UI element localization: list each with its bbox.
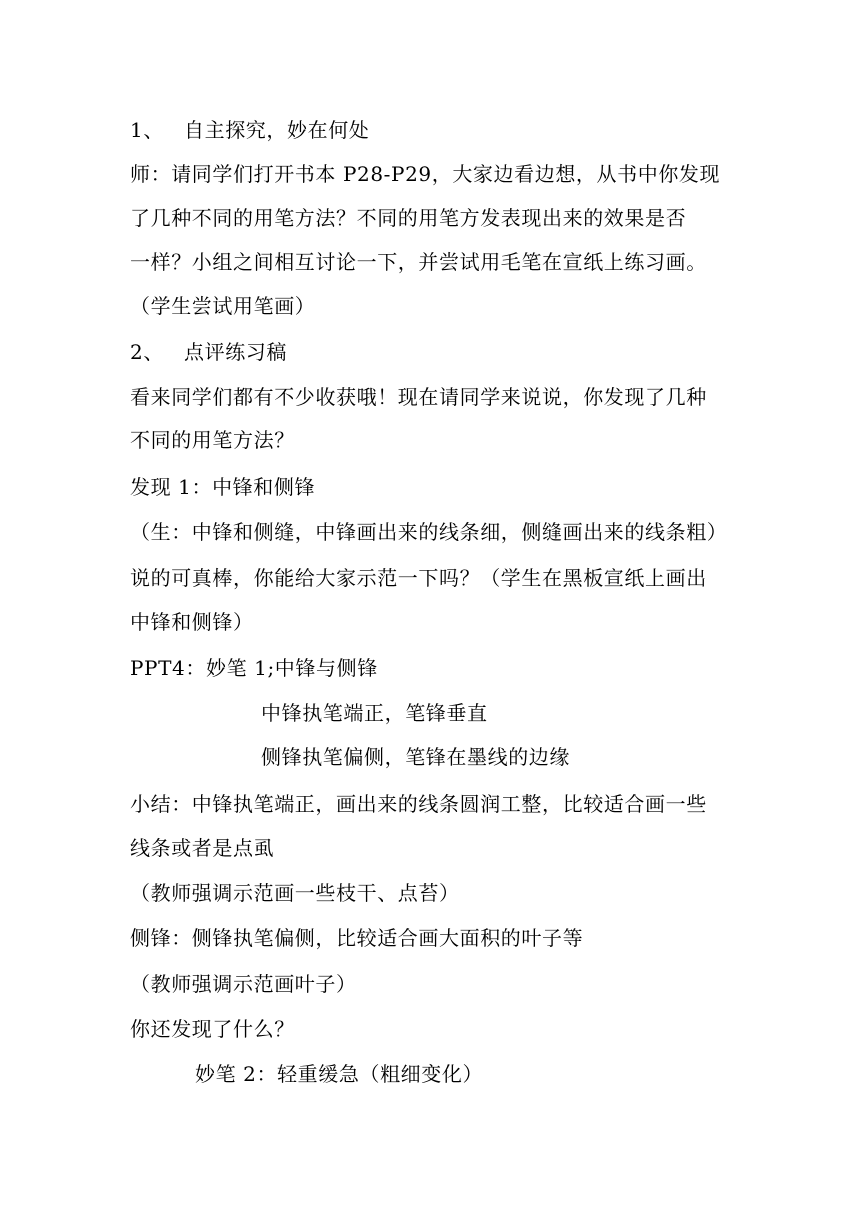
paragraph-line: 了几种不同的用笔方法？不同的用笔方发表现出来的效果是否 <box>130 206 687 230</box>
section-number: 1、 <box>130 118 164 142</box>
section-heading-1 <box>130 117 369 143</box>
indented-line: 中锋执笔端正，笔锋垂直 <box>261 701 488 725</box>
indented-line: 侧锋执笔偏侧，笔锋在墨线的边缘 <box>261 745 570 769</box>
indented-line: 妙笔 2：轻重缓急（粗细变化） <box>195 1062 484 1086</box>
paragraph-line: 中锋和侧锋） <box>130 610 254 634</box>
paragraph-line: 不同的用笔方法？ <box>130 428 295 452</box>
paragraph-line: 师：请同学们打开书本 P28-P29，大家边看边想，从书中你发现 <box>130 162 721 186</box>
paragraph-line: 发现 1：中锋和侧锋 <box>130 475 316 499</box>
paragraph-line: 说的可真棒，你能给大家示范一下吗？（学生在黑板宣纸上画出 <box>130 566 707 590</box>
section-number: 2、 <box>130 340 164 364</box>
section-heading-2 <box>130 339 287 365</box>
paragraph-line: 一样？小组之间相互讨论一下，并尝试用毛笔在宣纸上练习画。 <box>130 250 707 274</box>
paragraph-line: 小结：中锋执笔端正，画出来的线条圆润工整，比较适合画一些 <box>130 792 707 816</box>
paragraph-line: （教师强调示范画叶子） <box>130 972 357 996</box>
paragraph-line: 线条或者是点虱 <box>130 836 275 860</box>
paragraph-line: 看来同学们都有不少收获哦！现在请同学来说说，你发现了几种 <box>130 385 707 409</box>
section-title: 自主探究，妙在何处 <box>184 118 370 142</box>
paragraph-line: 侧锋：侧锋执笔偏侧，比较适合画大面积的叶子等 <box>130 926 584 950</box>
paragraph-line: （教师强调示范画一些枝干、点苔） <box>130 881 460 905</box>
section-title: 点评练习稿 <box>184 340 287 364</box>
paragraph-line: （学生尝试用笔画） <box>130 294 316 318</box>
paragraph-line: PPT4：妙笔 1;中锋与侧锋 <box>130 656 378 680</box>
paragraph-line: （生：中锋和侧缝，中锋画出来的线条细，侧缝画出来的线条粗） <box>130 520 728 544</box>
paragraph-line: 你还发现了什么？ <box>130 1017 295 1041</box>
